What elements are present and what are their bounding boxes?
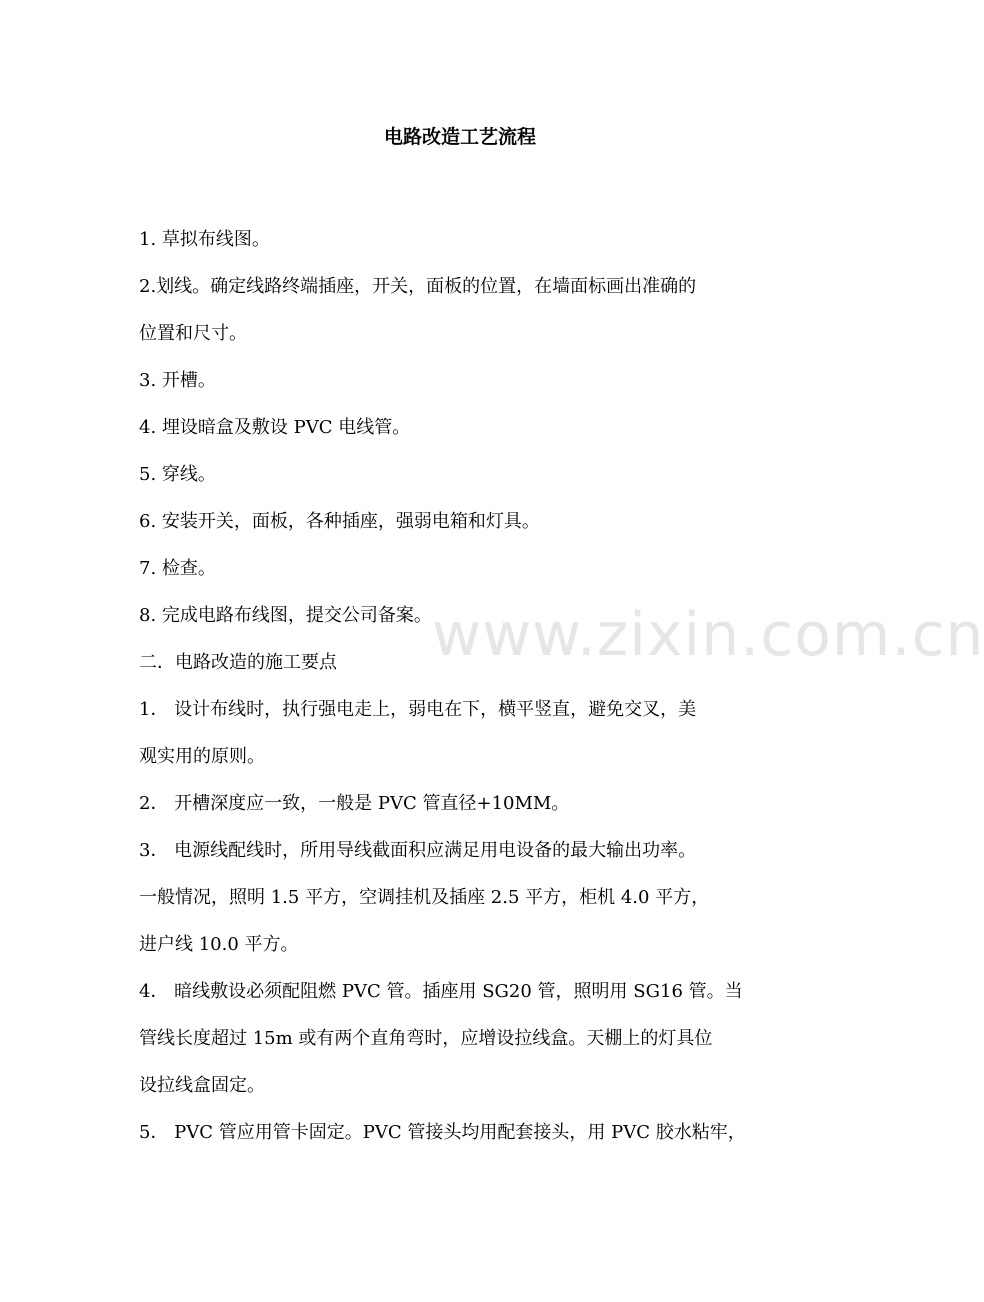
text-line: 6. 安装开关，面板，各种插座，强弱电箱和灯具。 (139, 511, 540, 532)
text-line: 2.划线。确定线路终端插座，开关，面板的位置，在墙面标画出准确的 (139, 276, 697, 297)
text-line: 5. 穿线。 (139, 464, 216, 485)
text-line: 4. 埋设暗盒及敷设 PVC 电线管。 (139, 417, 411, 438)
page-title: 电路改造工艺流程 (383, 126, 536, 148)
text-line: 管线长度超过 15m 或有两个直角弯时，应增设拉线盒。天棚上的灯具位 (139, 1028, 713, 1049)
text-line: 3． 电源线配线时，所用导线截面积应满足用电设备的最大输出功率。 (139, 840, 697, 861)
text-line: 1． 设计布线时，执行强电走上，弱电在下，横平竖直，避免交叉，美 (139, 699, 697, 720)
text-line: 8. 完成电路布线图，提交公司备案。 (139, 605, 432, 626)
text-line: 观实用的原则。 (139, 746, 265, 767)
text-line: 1. 草拟布线图。 (139, 229, 270, 250)
text-line: 7. 检查。 (139, 558, 216, 579)
document-body (139, 216, 789, 1156)
text-line: 4． 暗线敷设必须配阻燃 PVC 管。插座用 SG20 管，照明用 SG16 管。当 (139, 981, 743, 1002)
text-line: 一般情况，照明 1.5 平方，空调挂机及插座 2.5 平方，柜机 4.0 平方， (139, 887, 710, 908)
text-line: 进户线 10.0 平方。 (139, 934, 299, 955)
text-line: 位置和尺寸。 (139, 323, 247, 344)
text-line: 2． 开槽深度应一致，一般是 PVC 管直径+10MM。 (139, 793, 570, 814)
text-line: 设拉线盒固定。 (139, 1075, 265, 1096)
text-line: 5． PVC 管应用管卡固定。PVC 管接头均用配套接头，用 PVC 胶水粘牢， (139, 1122, 746, 1143)
text-line: 3. 开槽。 (139, 370, 216, 391)
watermark: www.zixin.com.cn (432, 600, 984, 670)
section-heading: 二．电路改造的施工要点 (139, 652, 337, 673)
